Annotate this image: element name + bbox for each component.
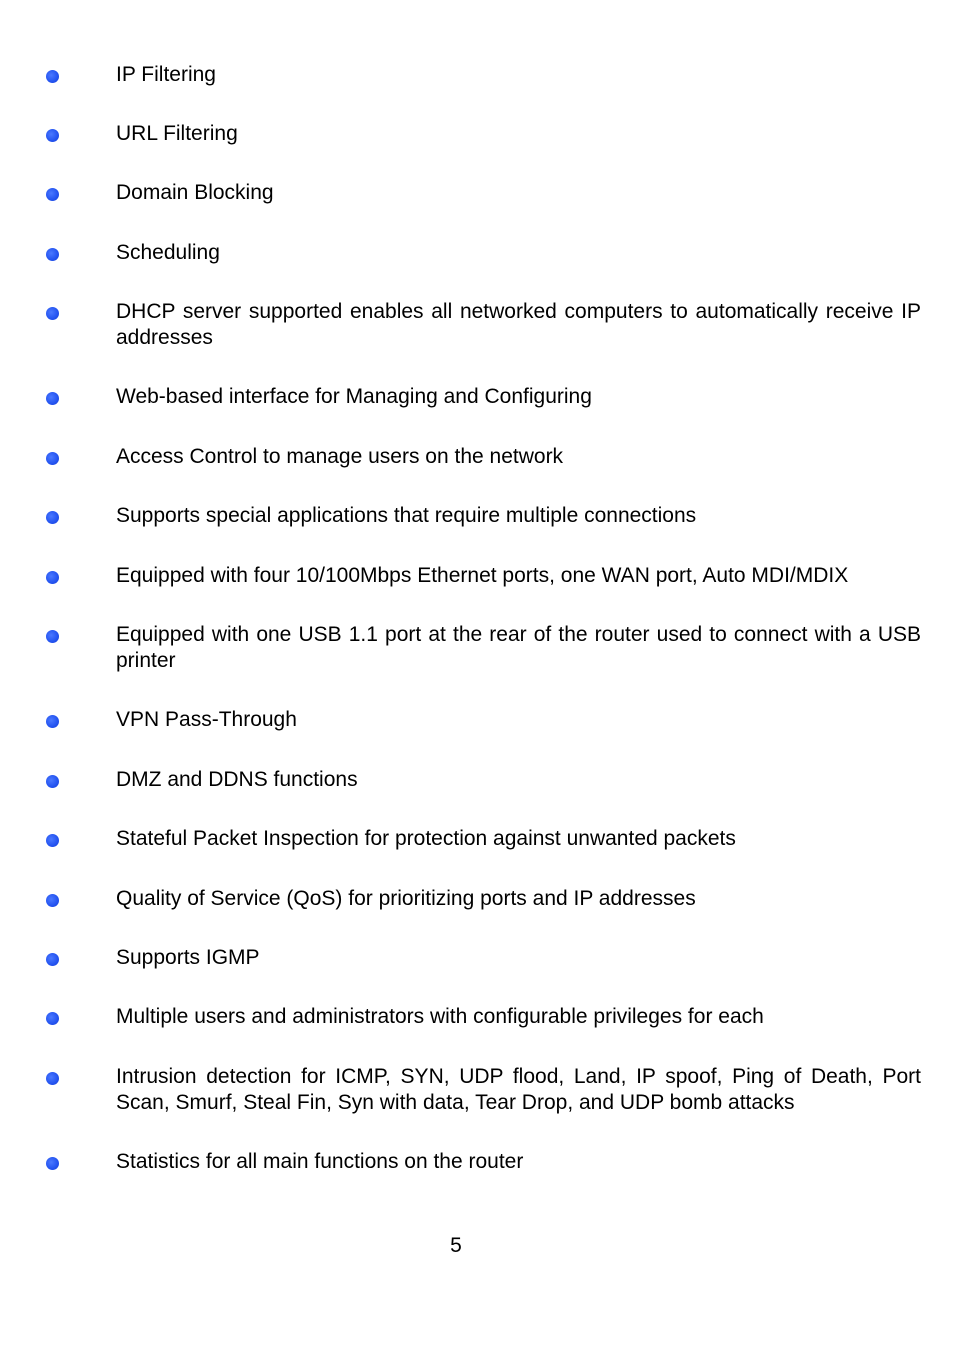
bullet-icon: [46, 715, 59, 728]
bullet-icon: [46, 953, 59, 966]
list-item-text: Statistics for all main functions on the router: [116, 1150, 524, 1173]
list-item-text: DHCP server supported enables all networked computers to automatically receive IP addresses: [116, 300, 921, 349]
bullet-icon: [46, 630, 59, 643]
bullet-icon: [46, 1072, 59, 1085]
bullet-icon: [46, 1012, 59, 1025]
list-item-text: Supports IGMP: [116, 946, 260, 969]
bullet-icon: [46, 1157, 59, 1170]
list-item-text: Equipped with one USB 1.1 port at the rear of the router used to connect with a USB printer: [116, 623, 921, 672]
bullet-icon: [46, 775, 59, 788]
bullet-icon: [46, 248, 59, 261]
bullet-icon: [46, 188, 59, 201]
list-item-text: Access Control to manage users on the network: [116, 445, 564, 468]
list-item-text: IP Filtering: [116, 63, 216, 86]
list-item-text: Equipped with four 10/100Mbps Ethernet ports, one WAN port, Auto MDI/MDIX: [116, 564, 849, 587]
list-item-text: DMZ and DDNS functions: [116, 768, 358, 791]
bullet-icon: [46, 894, 59, 907]
list-item-text: Intrusion detection for ICMP, SYN, UDP flood, Land, IP spoof, Ping of Death, Port Scan, Smurf, Steal Fin, Syn with data, Tear Drop, and UDP bomb attacks: [116, 1065, 921, 1114]
list-item-text: Stateful Packet Inspection for protection against unwanted packets: [116, 827, 736, 850]
list-item-text: Multiple users and administrators with configurable privileges for each: [116, 1005, 764, 1028]
list-item-text: Web-based interface for Managing and Configuring: [116, 385, 592, 408]
list-item-text: VPN Pass-Through: [116, 708, 297, 731]
bullet-icon: [46, 70, 59, 83]
bullet-icon: [46, 307, 59, 320]
list-item-text: Scheduling: [116, 241, 220, 264]
bullet-icon: [46, 571, 59, 584]
list-item-text: Supports special applications that require multiple connections: [116, 504, 697, 527]
list-item-text: Quality of Service (QoS) for prioritizing ports and IP addresses: [116, 887, 696, 910]
bullet-icon: [46, 511, 59, 524]
bullet-icon: [46, 452, 59, 465]
bullet-icon: [46, 129, 59, 142]
list-item-text: URL Filtering: [116, 122, 238, 145]
bullet-icon: [46, 834, 59, 847]
bullet-icon: [46, 392, 59, 405]
list-item-text: Domain Blocking: [116, 181, 274, 204]
page-number: 5: [450, 1234, 462, 1257]
